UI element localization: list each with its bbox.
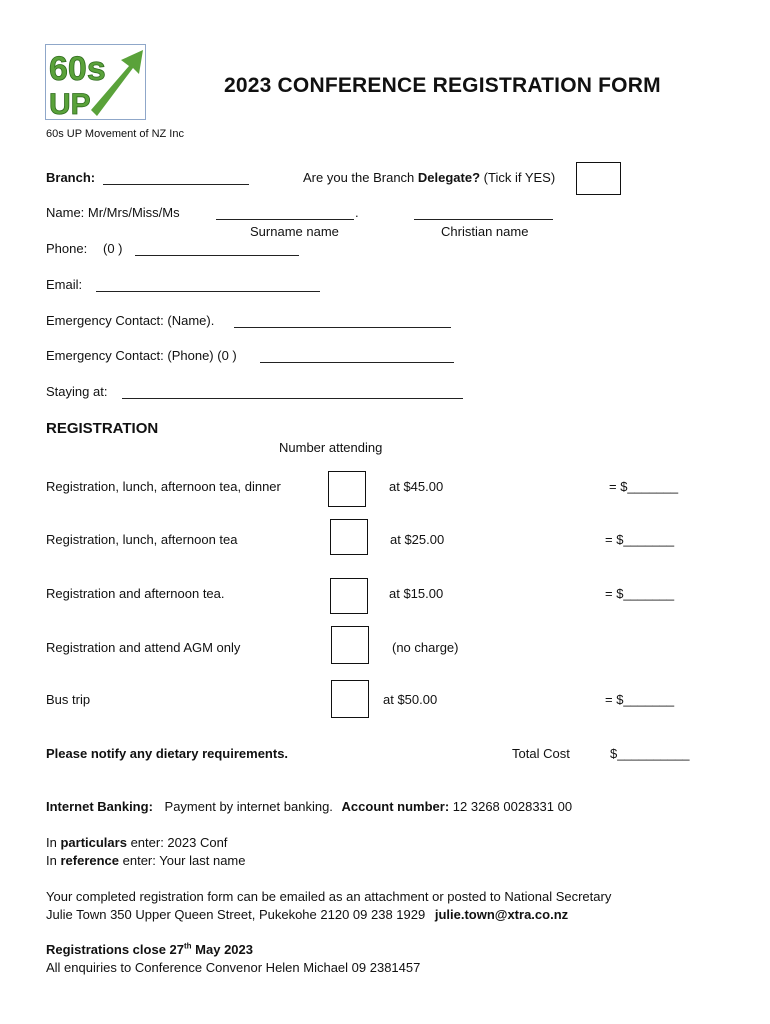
close-suffix: May 2023: [191, 942, 253, 957]
particulars-text: enter: 2023 Conf: [126, 835, 228, 850]
logo-text-bottom: UP: [49, 88, 91, 120]
option-total: = $_______: [609, 479, 679, 494]
enquiries-line: All enquiries to Conference Convenor Helen Michael 09 2381457: [46, 960, 421, 975]
number-attending-label: Number attending: [279, 440, 383, 455]
particulars-prefix: In: [46, 835, 61, 850]
christian-name-caption: Christian name: [441, 224, 529, 239]
reference-bold: reference: [60, 853, 120, 868]
email-field[interactable]: [96, 291, 320, 292]
account-number: 12 3268 0028331 00: [452, 799, 573, 814]
option-total: = $_______: [605, 532, 675, 547]
particulars-line: [46, 835, 227, 850]
option-price: at $25.00: [390, 532, 445, 547]
surname-caption: Surname name: [250, 224, 339, 239]
staying-label: Staying at:: [46, 384, 108, 399]
delegate-checkbox[interactable]: [576, 162, 621, 195]
close-sup: th: [184, 941, 192, 951]
option-total: = $_______: [605, 586, 675, 601]
particulars-bold: particulars: [60, 835, 127, 850]
christian-name-field[interactable]: [414, 219, 553, 220]
phone-field[interactable]: [135, 255, 299, 256]
registrations-close: [46, 942, 253, 957]
option-label: Bus trip: [46, 692, 91, 707]
surname-field[interactable]: [216, 219, 354, 220]
option-total: = $_______: [605, 692, 675, 707]
emergency-name-label: Emergency Contact: (Name).: [46, 313, 215, 328]
internet-banking-text: Payment by internet banking.: [164, 799, 333, 814]
attendance-box[interactable]: [328, 471, 366, 507]
logo: [45, 44, 146, 120]
attendance-box[interactable]: [330, 578, 368, 614]
option-price: at $45.00: [389, 479, 444, 494]
completed-form-text: Your completed registration form can be emailed as an attachment or posted to National Secretary: [46, 889, 612, 904]
reference-line: [46, 853, 246, 868]
logo-graphic: [45, 44, 146, 120]
branch-label: Branch:: [46, 170, 96, 185]
address-text: Julie Town 350 Upper Queen Street, Pukekohe 2120 09 238 1929: [46, 907, 426, 922]
secretary-email-link[interactable]: julie.town@xtra.co.nz: [434, 907, 569, 922]
delegate-prefix: Are you the Branch: [303, 170, 418, 185]
reference-prefix: In: [46, 853, 61, 868]
registration-heading: REGISTRATION: [46, 420, 159, 437]
option-label: Registration and afternoon tea.: [46, 586, 225, 601]
org-name: 60s UP Movement of NZ Inc: [46, 128, 184, 140]
delegate-suffix: (Tick if YES): [480, 170, 556, 185]
dietary-note: Please notify any dietary requirements.: [46, 746, 289, 761]
address-line: [46, 907, 568, 922]
option-price: at $15.00: [389, 586, 444, 601]
logo-text-top: 60s: [49, 50, 106, 88]
phone-prefix: (0 ): [103, 241, 123, 256]
attendance-box[interactable]: [331, 680, 369, 718]
delegate-question: [303, 170, 555, 185]
emergency-phone-label: Emergency Contact: (Phone) (0 ): [46, 348, 237, 363]
phone-label: Phone:: [46, 241, 88, 256]
option-price: at $50.00: [383, 692, 438, 707]
email-label: Email:: [46, 277, 83, 292]
total-cost-field[interactable]: $__________: [610, 746, 690, 761]
staying-field[interactable]: [122, 398, 463, 399]
internet-banking-label: Internet Banking:: [46, 799, 153, 814]
attendance-box[interactable]: [330, 519, 368, 555]
internet-banking-line: [46, 799, 572, 814]
attendance-box[interactable]: [331, 626, 369, 664]
account-number-label: Account number:: [341, 799, 450, 814]
total-cost-label: Total Cost: [512, 746, 570, 761]
option-label: Registration, lunch, afternoon tea, dinner: [46, 479, 281, 494]
option-label: Registration and attend AGM only: [46, 640, 241, 655]
name-separator: .: [355, 205, 359, 220]
branch-field[interactable]: [103, 184, 249, 185]
reference-text: enter: Your last name: [119, 853, 246, 868]
close-prefix: Registrations close 27: [46, 942, 184, 957]
option-price: (no charge): [392, 640, 459, 655]
name-label: Name: Mr/Mrs/Miss/Ms: [46, 205, 180, 220]
page-title: 2023 CONFERENCE REGISTRATION FORM: [224, 74, 661, 97]
emergency-name-field[interactable]: [234, 327, 451, 328]
delegate-bold: Delegate?: [417, 170, 481, 185]
option-label: Registration, lunch, afternoon tea: [46, 532, 238, 547]
emergency-phone-field[interactable]: [260, 362, 454, 363]
